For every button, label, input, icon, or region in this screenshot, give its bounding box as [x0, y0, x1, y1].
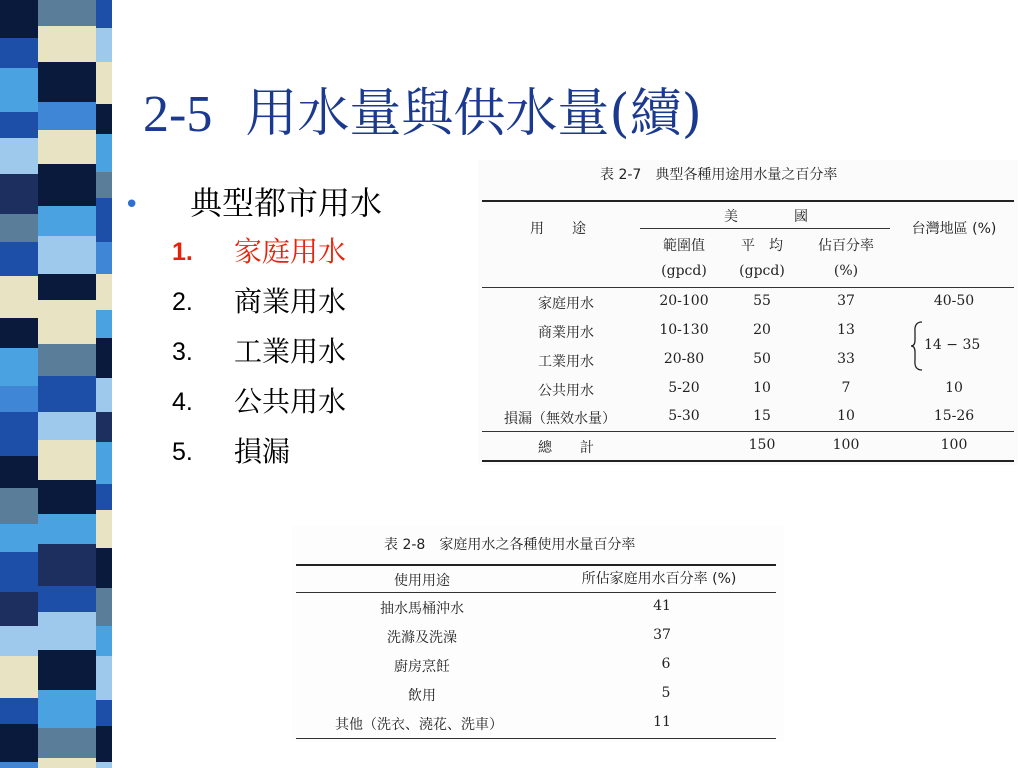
stripe-block [38, 650, 96, 690]
stripe-block [0, 174, 38, 214]
table-caption: 表 2-7 典型各種用途用水量之百分率 [600, 167, 838, 183]
stripe-block [0, 456, 38, 488]
stripe-block [0, 318, 38, 348]
stripe-block [0, 552, 38, 592]
stripe-block [96, 134, 112, 172]
row-use: 商業用水 [538, 325, 594, 341]
stripe-block [96, 484, 112, 510]
header-taiwan: 台灣地區 (%) [911, 221, 997, 237]
row-use: 洗滌及洗澡 [387, 630, 457, 646]
row-range: 5-30 [668, 408, 700, 424]
stripe-block [38, 26, 96, 62]
row-pct: 37 [837, 293, 855, 309]
table-rule [482, 460, 1014, 462]
table-2-7-image [478, 160, 1018, 465]
row-taiwan: 40-50 [933, 293, 975, 309]
stripe-block [96, 656, 112, 700]
title-text: 用水量與供水量(續) [245, 84, 702, 144]
stripe-block [96, 0, 112, 28]
list-number: 2. [172, 288, 193, 316]
table-2-8-image [292, 526, 784, 742]
header-range: 範圍值 [663, 238, 705, 254]
header-use: 使用用途 [394, 573, 450, 589]
stripe-block [38, 62, 96, 102]
stripe-block [0, 626, 38, 656]
row-range: 20-80 [663, 351, 705, 367]
total-taiwan: 100 [940, 437, 968, 453]
total-label: 總 計 [538, 440, 594, 456]
stripe-block [38, 544, 96, 586]
stripe-block [0, 138, 38, 174]
merged-taiwan-value: 14 − 35 [924, 337, 981, 353]
list-number: 1. [172, 238, 193, 266]
row-use: 工業用水 [538, 354, 594, 370]
stripe-block [38, 440, 96, 480]
stripe-block [38, 344, 96, 376]
unit-pct: (%) [833, 263, 859, 279]
header-use: 用 途 [530, 221, 586, 237]
table-caption: 表 2-8 家庭用水之各種使用水量百分率 [384, 537, 636, 553]
row-pct: 33 [837, 351, 855, 367]
row-use: 損漏（無效水量） [504, 411, 616, 427]
unit-avg: (gpcd) [739, 263, 785, 279]
row-pct: 10 [837, 408, 855, 424]
stripe-block [96, 412, 112, 442]
unit-range: (gpcd) [661, 263, 707, 279]
row-taiwan: 15-26 [933, 408, 975, 424]
list-text: 工業用水 [234, 335, 347, 368]
title-number: 2-5 [143, 86, 213, 143]
table-rule [482, 200, 1014, 202]
row-avg: 15 [753, 408, 771, 424]
list-text: 損漏 [234, 435, 291, 468]
stripe-block [0, 592, 38, 626]
stripe-block [96, 62, 112, 104]
stripe-block [96, 310, 112, 338]
stripe-block [0, 68, 38, 112]
row-use: 抽水馬桶沖水 [380, 601, 464, 617]
list-number: 4. [172, 388, 193, 416]
stripe-block [38, 102, 96, 130]
stripe-block [38, 206, 96, 236]
row-taiwan: 10 [945, 380, 963, 396]
stripe-block [96, 510, 112, 548]
row-pct: 11 [653, 714, 671, 730]
row-pct: 41 [653, 598, 671, 614]
list-number: 3. [172, 338, 193, 366]
row-use: 廚房烹飪 [394, 659, 450, 675]
total-avg: 150 [748, 437, 776, 453]
stripe-block [0, 112, 38, 138]
row-pct: 5 [661, 685, 671, 701]
stripe-block [0, 214, 38, 242]
stripe-block [38, 236, 96, 274]
stripe-block [38, 274, 96, 300]
list-text: 公共用水 [234, 385, 347, 418]
list-text: 商業用水 [234, 285, 347, 318]
header-pct: 佔百分率 [818, 238, 874, 254]
table-rule [296, 592, 776, 593]
decorative-stripe [0, 0, 112, 768]
stripe-block [0, 762, 38, 768]
row-pct: 13 [837, 322, 855, 338]
stripe-block [0, 38, 38, 68]
stripe-block [0, 386, 38, 412]
list-number: 5. [172, 438, 193, 466]
row-avg: 50 [753, 351, 771, 367]
stripe-block [0, 698, 38, 724]
header-avg: 平 均 [741, 238, 783, 254]
header-pct: 所佔家庭用水百分率 (%) [581, 571, 737, 587]
stripe-block [0, 276, 38, 318]
stripe-block [96, 274, 112, 310]
stripe-block [0, 242, 38, 276]
row-range: 5-20 [668, 380, 700, 396]
bullet-text: 典型都市用水 [190, 184, 383, 222]
stripe-block [0, 348, 38, 386]
stripe-block [0, 488, 38, 524]
row-avg: 10 [753, 380, 771, 396]
row-use: 飲用 [408, 688, 436, 704]
row-range: 10-130 [659, 322, 709, 338]
row-range: 20-100 [659, 293, 709, 309]
stripe-block [38, 412, 96, 440]
stripe-block [0, 724, 38, 762]
stripe-block [96, 726, 112, 762]
table-rule [482, 431, 1014, 432]
row-use: 家庭用水 [538, 296, 594, 312]
stripe-block [38, 514, 96, 544]
stripe-block [0, 412, 38, 456]
bullet-dot-icon: • [124, 190, 140, 220]
stripe-block [38, 758, 96, 768]
stripe-block [38, 728, 96, 758]
row-use: 其他（洗衣、澆花、洗車） [335, 717, 503, 733]
row-avg: 20 [753, 322, 771, 338]
table-rule [482, 287, 1014, 288]
stripe-block [96, 104, 112, 134]
stripe-block [0, 0, 38, 38]
table-rule [296, 738, 776, 739]
header-us: 美 國 [724, 209, 808, 225]
stripe-block [96, 198, 112, 242]
total-pct: 100 [832, 437, 860, 453]
stripe-block [38, 0, 96, 26]
table-rule [296, 564, 776, 566]
row-avg: 55 [753, 293, 771, 309]
stripe-block [96, 338, 112, 378]
stripe-block [0, 656, 38, 698]
stripe-block [38, 376, 96, 412]
row-pct: 7 [841, 380, 851, 396]
row-use: 公共用水 [538, 383, 594, 399]
stripe-block [96, 588, 112, 626]
slide-title [143, 78, 702, 151]
stripe-block [96, 378, 112, 412]
stripe-block [38, 130, 96, 164]
stripe-block [38, 586, 96, 612]
stripe-block [96, 442, 112, 484]
stripe-block [96, 242, 112, 274]
stripe-block [96, 762, 112, 768]
stripe-block [96, 28, 112, 62]
stripe-block [96, 700, 112, 726]
stripe-block [96, 548, 112, 588]
stripe-block [96, 626, 112, 656]
table-rule [640, 228, 890, 229]
stripe-block [0, 524, 38, 552]
row-pct: 37 [653, 627, 671, 643]
stripe-block [38, 690, 96, 728]
stripe-block [38, 480, 96, 514]
stripe-block [38, 612, 96, 650]
stripe-block [38, 164, 96, 206]
stripe-block [38, 300, 96, 344]
list-text: 家庭用水 [234, 235, 347, 268]
stripe-block [96, 172, 112, 198]
row-pct: 6 [661, 656, 671, 672]
